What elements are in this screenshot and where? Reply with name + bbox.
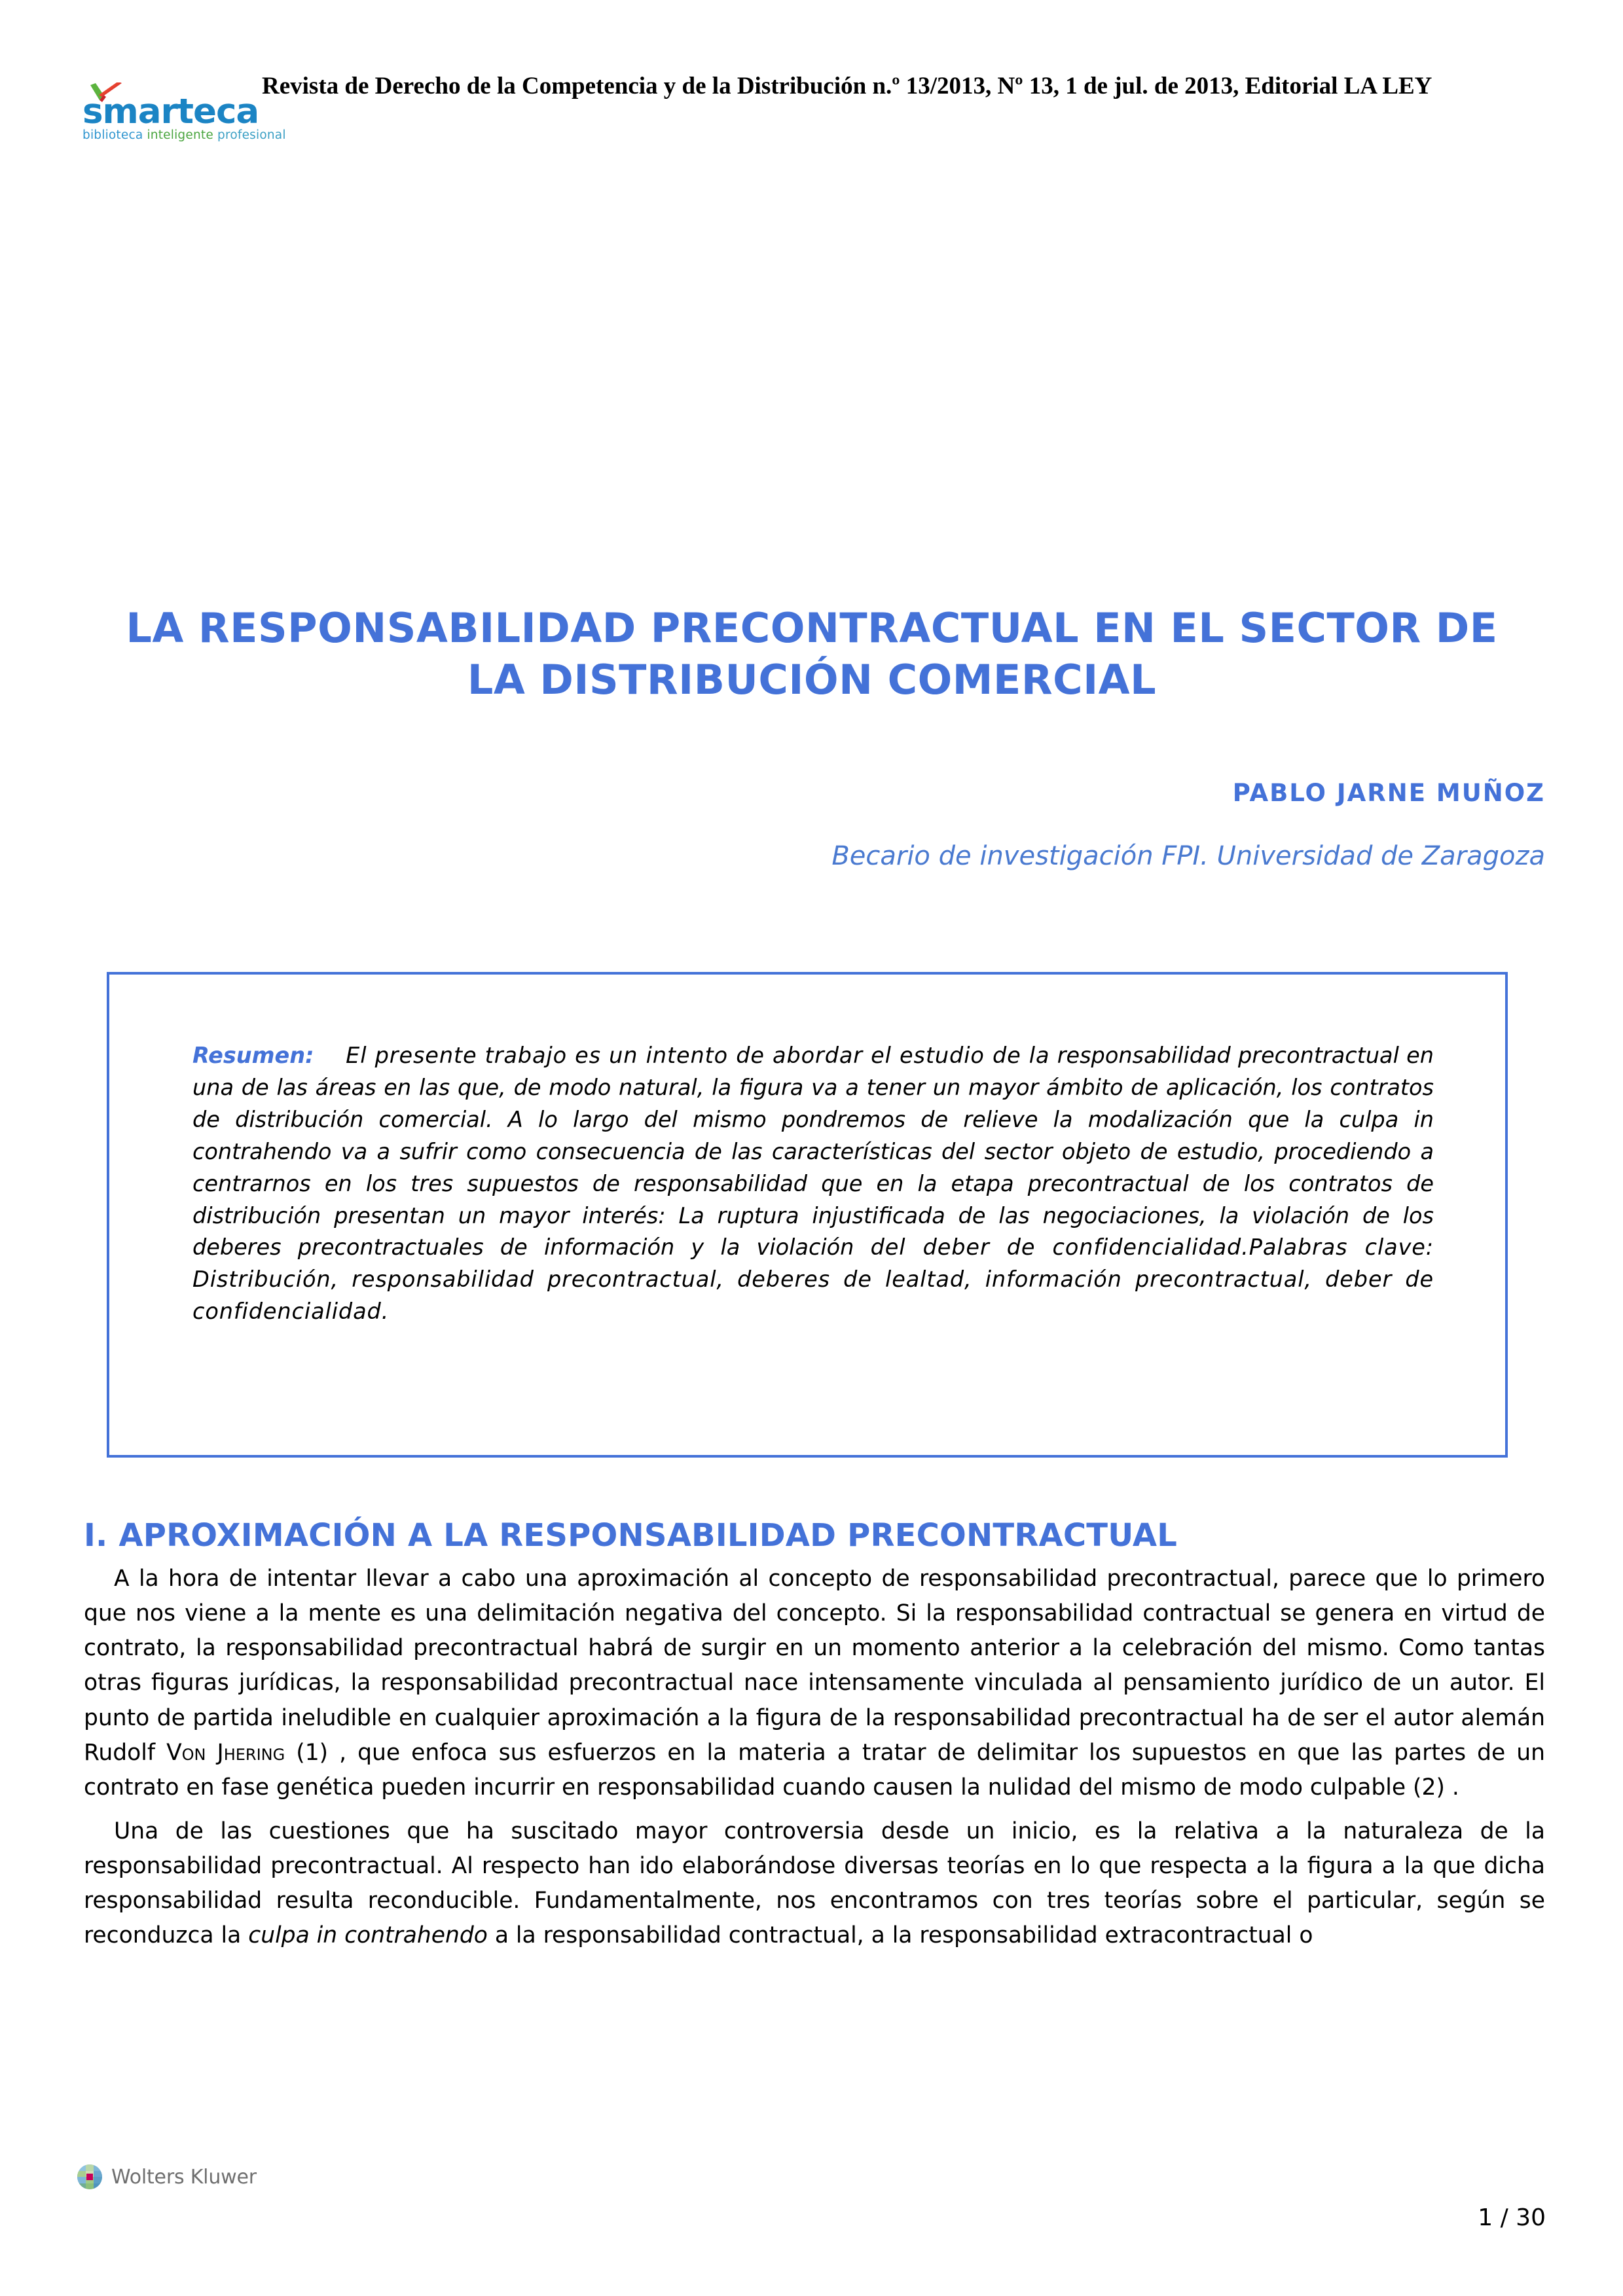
tagline-word-profesional: profesional bbox=[217, 128, 286, 142]
paragraph-1-text-a: A la hora de intentar llevar a cabo una aproximación al concepto de responsabilidad precontractual, parece que lo primero que nos viene a la mente es una delimitación negativa del concepto. Si la responsabilidad contractual se genera en virtud de contrato, la responsabilidad precontractual habrá de surgir en un momento anterior a la celebración del mismo. Como tantas otras figuras jurídicas, la responsabilidad precontractual nace intensamente vinculada al pensamiento jurídico de un autor. El punto de partida ineludible en cualquier aproximación a la figura de la responsabilidad precontractual ha de ser el autor alemán Rudolf bbox=[84, 1566, 1545, 1766]
author-affiliation: Becario de investigación FPI. Universidad de Zaragoza bbox=[831, 841, 1545, 871]
document-header bbox=[0, 71, 1623, 149]
section-heading: I. APROXIMACIÓN A LA RESPONSABILIDAD PRECONTRACTUAL bbox=[84, 1516, 1178, 1554]
tagline-word-biblioteca: biblioteca bbox=[82, 128, 147, 142]
smarteca-logo bbox=[77, 82, 286, 143]
tagline-word-inteligente: inteligente bbox=[147, 128, 217, 142]
paragraph-1-text-b: (1) , que enfoca sus esfuerzos en la materia a tratar de delimitar los supuestos en que las partes de un contrato en fase genética pueden incurrir en responsabilidad cuando causen la nulidad del mismo de modo culpable (2) . bbox=[84, 1739, 1545, 1801]
wolters-kluwer-logo bbox=[77, 2162, 352, 2201]
paragraph-2-text-b: a la responsabilidad contractual, a la responsabilidad extracontractual o bbox=[487, 1922, 1313, 1949]
latin-term-culpa-in-contrahendo: culpa in contrahendo bbox=[248, 1922, 488, 1949]
abstract-label: Resumen: bbox=[192, 1043, 314, 1068]
abstract-body: responsabilidad precontractual en una de las áreas en las que, de modo natural, la figura va a tener un mayor ámbito de aplicación, los contratos de distribución comercial. A lo largo del mismo pondremos de relieve la modalización que la culpa in contrahendo va a sufrir como consecuencia de las características del sector objeto de estudio, procediendo a centrarnos en los tres supuestos de responsabilidad que en la etapa precontractual de los contratos de distribución presentan un mayor interés: La ruptura injustificada de las negociaciones, la violación de los deberes precontractuales de información y la violación bbox=[192, 1043, 1434, 1261]
page-title: LA RESPONSABILIDAD PRECONTRACTUAL EN EL SECTOR DE LA DISTRIBUCIÓN COMERCIAL bbox=[126, 604, 1498, 704]
smarteca-wordmark: smarteca bbox=[82, 92, 259, 132]
header-citation: Revista de Derecho de la Competencia y de la Distribución n.º 13/2013, Nº 13, 1 de jul. de 2013, Editorial LA LEY bbox=[262, 73, 1432, 99]
smarteca-tagline bbox=[82, 128, 286, 142]
title-block bbox=[111, 602, 1512, 706]
abstract-text bbox=[192, 1040, 1434, 1328]
page-number: 1 / 30 bbox=[1478, 2204, 1546, 2231]
abstract-box bbox=[107, 972, 1508, 1458]
paragraph-2 bbox=[84, 1814, 1545, 1954]
body-content bbox=[84, 1562, 1545, 1962]
wolters-kluwer-mark-icon bbox=[77, 2164, 102, 2189]
paragraph-1 bbox=[84, 1562, 1545, 1805]
author-name: PABLO JARNE MUÑOZ bbox=[1232, 779, 1545, 807]
wolters-kluwer-name: Wolters Kluwer bbox=[111, 2166, 257, 2189]
abstract-lead: El presente trabajo es un intento de abordar el estudio de la bbox=[346, 1043, 1050, 1068]
paragraph-2-text-a: Una de las cuestiones que ha suscitado mayor controversia desde un inicio, es la relativa a la naturaleza de la responsabilidad precontractual. Al respecto han ido elaborándose diversas teorías en lo que respecta a la figura a la que dicha responsabilidad resulta reconducible. Fundamentalmente, nos encontramos con tres teorías sobre el particular, según se reconduzca la bbox=[84, 1818, 1545, 1949]
citation-author-jhering: Von Jhering bbox=[166, 1739, 285, 1766]
abstract-closing: del deber de confidencialidad.Palabras clave: Distribución, responsabilidad precontractual, deberes de lealtad, información precontractual, deber de confidencialidad. bbox=[192, 1234, 1434, 1325]
